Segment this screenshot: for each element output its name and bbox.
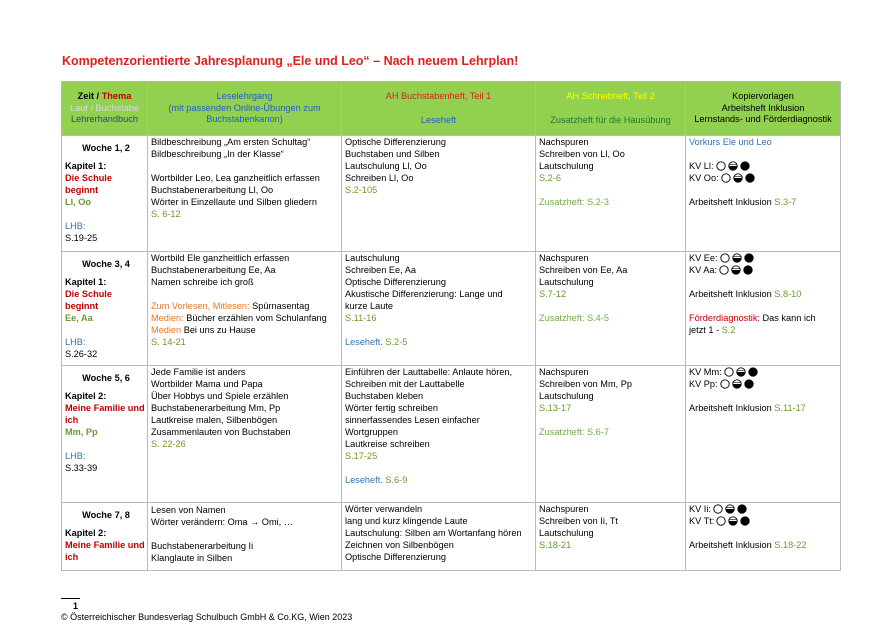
table-row [62, 366, 841, 503]
header-thema: Thema [101, 91, 132, 102]
table-row [62, 252, 841, 366]
list-item: lang und kurz klingende Laute [345, 516, 468, 526]
cell-kopiervorlagen [686, 136, 841, 252]
letters-label: Ee, Aa [65, 313, 93, 323]
foerder-label: Förderdiagnostik: [689, 313, 760, 323]
list-item: Buchstaben und Silben [345, 149, 440, 159]
leseheft-label: Leseheft. [345, 475, 383, 485]
list-item: Lesen von Namen [151, 505, 226, 515]
lhb-label: LHB: [65, 221, 86, 231]
header-schreibheft [536, 82, 686, 136]
list-item: Bildbeschreibung „Am ersten Schultag“ [151, 137, 311, 147]
list-item: Über Hobbys und Spiele erzählen [151, 391, 289, 401]
page-ref: S.18-21 [539, 540, 572, 550]
list-item: Nachspuren [539, 253, 589, 263]
kv-label: KV Ll: [689, 161, 714, 171]
kv-label: KV Ii: [689, 504, 711, 514]
list-item: Lautschulung: Silben am Wortanfang hören [345, 528, 522, 538]
list-item: Optische Differenzierung [345, 552, 446, 562]
header-buchstabenheft-title: AH Buchstabenheft, Teil 1 [385, 91, 492, 101]
header-diagnostik: Lernstands- und Förderdiagnostik [694, 114, 832, 125]
zusatzheft-ref: Zusatzheft: S.4-5 [539, 313, 609, 323]
inklusion-label: Arbeitsheft Inklusion [689, 289, 772, 299]
theme-line: beginnt [65, 185, 99, 195]
level-dots-icon [720, 253, 754, 263]
header-zeit-thema [62, 82, 148, 136]
list-item: Buchstabenerarbeitung Ll, Oo [151, 185, 274, 195]
list-item: Schreiben von Ee, Aa [539, 265, 628, 275]
list-item: Wortbild Ele ganzheitlich erfassen [151, 253, 290, 263]
medien-label: Medien [151, 325, 182, 335]
list-item: Buchstabenerarbeitung Ii [151, 541, 254, 551]
cell-buchstabenheft [342, 252, 536, 366]
list-item: Nachspuren [539, 367, 589, 377]
list-item: Schreiben von Mm, Pp [539, 379, 632, 389]
theme-line: ich [65, 415, 79, 425]
medien-text: Bücher erzählen vom Schulanfang [183, 313, 327, 323]
lhb-label: LHB: [65, 337, 86, 347]
list-item: kurze Laute [345, 301, 394, 311]
list-item: Lautkreise malen, Silbenbögen [151, 415, 278, 425]
list-item: Jede Familie ist anders [151, 367, 246, 377]
page-ref: S.6-9 [382, 475, 408, 485]
cell-week [62, 366, 148, 503]
footer-divider [61, 598, 80, 599]
list-item: Buchstabenerarbeitung Mm, Pp [151, 403, 281, 413]
level-dots-icon [721, 173, 755, 183]
letters-label: Mm, Pp [65, 427, 98, 437]
week-label: Woche 1, 2 [82, 143, 130, 153]
week-label: Woche 3, 4 [82, 259, 130, 269]
header-zusatzheft: Zusatzheft für die Hausübung [550, 114, 671, 125]
list-item: Wörter verwandeln [345, 504, 423, 514]
list-item: Namen schreibe ich groß [151, 277, 254, 287]
inklusion-label: Arbeitsheft Inklusion [689, 540, 772, 550]
planning-table [61, 81, 841, 571]
list-item: Wörter fertig schreiben [345, 403, 438, 413]
list-item: Einführen der Lauttabelle: Anlaute hören, [345, 367, 513, 377]
header-laut: Laut / Buchstabe [70, 102, 139, 113]
header-zeit: Zeit / [77, 91, 100, 102]
list-item: Wörter verändern: Oma → Omi, … [151, 517, 293, 527]
level-dots-icon [724, 367, 758, 377]
list-item: Zusammenlauten von Buchstaben [151, 427, 291, 437]
page-ref: S.18-22 [771, 540, 807, 550]
kv-label: KV Mm: [689, 367, 722, 377]
lhb-pages: S.19-25 [65, 233, 98, 243]
list-item: Akustische Differenzierung: Lange und [345, 289, 503, 299]
level-dots-icon [716, 161, 750, 171]
level-dots-icon [716, 516, 750, 526]
list-item: Klanglaute in Silben [151, 553, 233, 563]
zusatzheft-ref: Zusatzheft: S.2-3 [539, 197, 609, 207]
cell-kopiervorlagen [686, 252, 841, 366]
letters-label: Ll, Oo [65, 197, 92, 207]
header-kopiervorlagen [686, 82, 841, 136]
list-item: Wörter in Einzellaute und Silben gliedern [151, 197, 317, 207]
page-ref: S.11-17 [771, 403, 806, 413]
cell-buchstabenheft [342, 366, 536, 503]
cell-kopiervorlagen [686, 366, 841, 503]
page-ref: S.3-7 [774, 197, 797, 207]
list-item: Buchstaben kleben [345, 391, 424, 401]
header-schreibheft-title: AH Schreibheft, Teil 2 [566, 91, 655, 101]
page-ref: S.2-105 [345, 185, 378, 195]
page-title: Kompetenzorientierte Jahresplanung „Ele und Leo“ – Nach neuem Lehrplan! [62, 54, 519, 68]
kv-label: KV Tt: [689, 516, 715, 526]
list-item: Wortgruppen [345, 427, 398, 437]
list-item: Lautschulung [539, 528, 594, 538]
cell-schreibheft [536, 136, 686, 252]
medien-text: Bei uns zu Hause [181, 325, 256, 335]
cell-schreibheft [536, 366, 686, 503]
theme-line: beginnt [65, 301, 99, 311]
vorlesen-text: Spürnasentag [249, 301, 310, 311]
page-ref: S. 22-26 [151, 439, 186, 449]
cell-week [62, 136, 148, 252]
list-item: Nachspuren [539, 504, 589, 514]
header-kopiervorlagen-title: Kopiervorlagen [732, 91, 794, 102]
list-item: Lautschulung [539, 161, 594, 171]
chapter-label: Kapitel 2: [65, 391, 107, 401]
page-ref: S.2-6 [539, 173, 561, 183]
foerder-text: jetzt 1 - [689, 325, 720, 335]
header-leselehrgang [148, 82, 342, 136]
list-item: Schreiben von Ii, Tt [539, 516, 618, 526]
page-ref: S.13-17 [539, 403, 572, 413]
page-number: 1 [73, 601, 79, 611]
list-item: Nachspuren [539, 137, 589, 147]
chapter-label: Kapitel 1: [65, 161, 107, 171]
theme-line: Meine Familie und [65, 540, 145, 550]
leseheft-label: Leseheft. [345, 337, 383, 347]
list-item: Lautschulung [539, 277, 594, 287]
header-inklusion: Arbeitsheft Inklusion [721, 102, 805, 113]
chapter-label: Kapitel 1: [65, 277, 107, 287]
list-item: Schreiben von Ll, Oo [539, 149, 625, 159]
page-ref: S. 14-21 [151, 337, 186, 347]
page-ref: S.2 [719, 325, 736, 335]
lhb-pages: S.26-32 [65, 349, 98, 359]
header-lhb: Lehrerhandbuch [71, 114, 138, 125]
list-item: sinnerfassendes Lesen einfacher [345, 415, 480, 425]
level-dots-icon [719, 265, 753, 275]
theme-line: Die Schule [65, 173, 112, 183]
kv-label: KV Aa: [689, 265, 718, 275]
list-item: Lautkreise schreiben [345, 439, 430, 449]
page-ref: S.11-16 [345, 313, 377, 323]
list-item: Schreiben Ll, Oo [345, 173, 414, 183]
cell-leselehrgang [148, 252, 342, 366]
week-label: Woche 7, 8 [82, 510, 130, 520]
zusatzheft-ref: Zusatzheft: S.6-7 [539, 427, 609, 437]
cell-leselehrgang [148, 503, 342, 571]
header-buchstabenheft [342, 82, 536, 136]
foerder-text: Das kann ich [759, 313, 816, 323]
vorlesen-label: Zum Vorlesen, Mitlesen: [151, 301, 250, 311]
inklusion-label: Arbeitsheft Inklusion [689, 403, 772, 413]
list-item: Wortbilder Mama und Papa [151, 379, 263, 389]
inklusion-label: Arbeitsheft Inklusion [689, 197, 772, 207]
page-ref: S.8-10 [771, 289, 802, 299]
page-ref: S.7-12 [539, 289, 567, 299]
level-dots-icon [713, 504, 747, 514]
copyright: © Österreichischer Bundesverlag Schulbuch GmbH & Co.KG, Wien 2023 [61, 612, 353, 622]
cell-week [62, 252, 148, 366]
kv-label: KV Oo: [689, 173, 719, 183]
cell-leselehrgang [148, 136, 342, 252]
list-item: Zeichnen von Silbenbögen [345, 540, 454, 550]
header-leselehrgang-sub1: (mit passenden Online-Übungen zum [168, 102, 321, 113]
list-item: Lautschulung [539, 391, 594, 401]
theme-line: Die Schule [65, 289, 112, 299]
page-ref: S.17-25 [345, 451, 378, 461]
cell-week [62, 503, 148, 571]
cell-schreibheft [536, 252, 686, 366]
level-dots-icon [720, 379, 754, 389]
list-item: Buchstabenerarbeitung Ee, Aa [151, 265, 276, 275]
kv-label: KV Pp: [689, 379, 718, 389]
theme-line: Meine Familie und [65, 403, 145, 413]
list-item: Schreiben Ee, Aa [345, 265, 416, 275]
table-row [62, 136, 841, 252]
list-item: Schreiben mit der Lauttabelle [345, 379, 465, 389]
table-row [62, 503, 841, 571]
theme-line: ich [65, 552, 79, 562]
page-ref: S.2-5 [382, 337, 408, 347]
header-leselehrgang-title: Leselehrgang [216, 91, 273, 102]
table-header-row [62, 82, 841, 136]
cell-buchstabenheft [342, 136, 536, 252]
cell-kopiervorlagen [686, 503, 841, 571]
header-leselehrgang-sub2: Buchstabenkanon) [206, 114, 283, 125]
kv-label: KV Ee: [689, 253, 718, 263]
list-item: Lautschulung [345, 253, 400, 263]
lhb-label: LHB: [65, 451, 86, 461]
cell-leselehrgang [148, 366, 342, 503]
page-ref: S. 6-12 [151, 209, 181, 219]
vorkurs-label: Vorkurs Ele und Leo [689, 137, 772, 147]
list-item: Optische Differenzierung [345, 137, 446, 147]
list-item: Bildbeschreibung „In der Klasse“ [151, 149, 284, 159]
header-leseheft: Leseheft [420, 114, 457, 125]
chapter-label: Kapitel 2: [65, 528, 107, 538]
list-item: Optische Differenzierung [345, 277, 446, 287]
list-item: Wortbilder Leo, Lea ganzheitlich erfassen [151, 173, 320, 183]
cell-buchstabenheft [342, 503, 536, 571]
lhb-pages: S.33-39 [65, 463, 98, 473]
cell-schreibheft [536, 503, 686, 571]
list-item: Lautschulung Ll, Oo [345, 161, 427, 171]
medien-label: Medien: [151, 313, 184, 323]
week-label: Woche 5, 6 [82, 373, 130, 383]
